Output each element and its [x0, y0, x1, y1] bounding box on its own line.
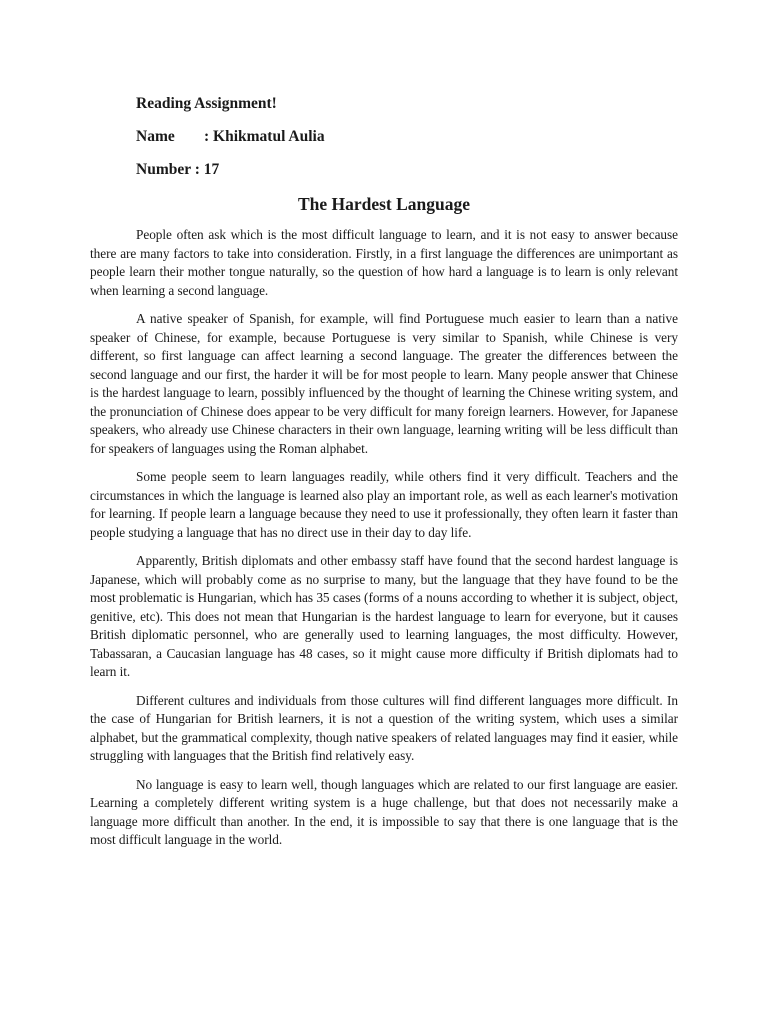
assignment-heading: [136, 95, 277, 113]
name-label: Name: [136, 128, 175, 145]
paragraph-4: Apparently, British diplomats and other embassy staff have found that the second hardest language is Japanese, which will probably come as no surprise to many, but the language that they have found to be the most problematic is Hungarian, which has 35 cases (forms of a nouns according to whether it is subject, object, genitive, etc). This does not mean that Hungarian is the hardest language to learn for everyone, but it causes British diplomatic personnel, who are generally used to learning languages, the most difficulty. However, Tabassaran, a Caucasian language has 48 cases, so it might cause more difficulty if British diplomats had to learn it.: [90, 553, 678, 679]
name-value: : Khikmatul Aulia: [204, 128, 325, 145]
paragraph-2: A native speaker of Spanish, for example, will find Portuguese much easier to learn than a native speaker of Chinese, for example, because Portuguese is very similar to Spanish, while Chinese is very different, so first language can affect learning a second language. The greater the differences between the second language and our first, the harder it will be for most people to learn. Many people answer that Chinese is the hardest language to learn, possibly influenced by the thought of learning the Chinese writing system, and the pronunciation of Chinese does appear to be very difficult for many foreign learners. However, for Japanese speakers, who already use Chinese characters in their own language, learning writing will be less difficult than for speakers of languages using the Roman alphabet.: [90, 311, 678, 456]
paragraph-5: Different cultures and individuals from those cultures will find different languages more difficult. In the case of Hungarian for British learners, it is not a question of the writing system, which uses a similar alphabet, but the grammatical complexity, though native speakers of related languages may find it easier, while struggling with languages that the British find relatively easy.: [90, 692, 678, 763]
paragraph-6: No language is easy to learn well, though languages which are related to our first language are easier. Learning a completely different writing system is a huge challenge, but that does not necessarily make a language more difficult than another. In the end, it is impossible to say that there is one language that is the most difficult language in the world.: [90, 776, 678, 847]
document-page: [90, 0, 678, 1024]
assignment-heading-text: Reading Assignment!: [136, 95, 277, 112]
document-body: [90, 226, 678, 860]
student-name-line: [136, 128, 325, 146]
paragraph-3: Some people seem to learn languages readily, while others find it very difficult. Teachers and the circumstances in which the language is learned also play an important role, as well as each learner's motivation for learning. If people learn a language because they need to use it professionally, they often learn it faster than people studying a language that has no direct use in their day to day life.: [90, 469, 678, 540]
document-title: The Hardest Language: [297, 194, 471, 214]
student-number-line: [136, 161, 219, 179]
paragraph-1: People often ask which is the most difficult language to learn, and it is not easy to answer because there are many factors to take into consideration. Firstly, in a first language the differences are unimportant as people learn their mother tongue naturally, so the question of how hard a language is to learn is only relevant when learning a second language.: [90, 227, 678, 298]
number-label: Number : 17: [136, 161, 220, 178]
